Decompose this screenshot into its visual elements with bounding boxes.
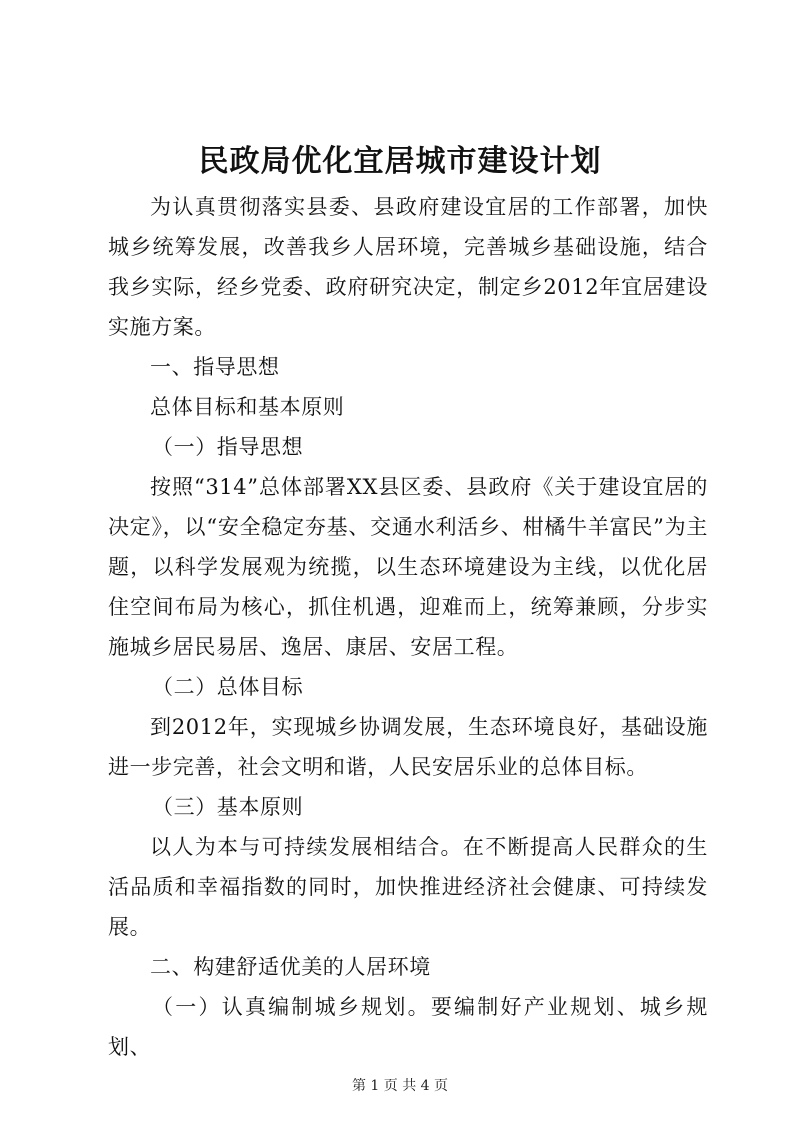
paragraph-overall-goal: 到2012年，实现城乡协调发展，生态环境良好，基础设施进一步完善，社会文明和谐，人民安居乐业的总体目标。 — [108, 715, 708, 779]
paragraph-basic-principles: 以人为本与可持续发展相结合。在不断提高人民群众的生活品质和幸福指数的同时，加快推进经济社会健康、可持续发展。 — [108, 835, 708, 939]
heading-goals-principles: 总体目标和基本原则 — [150, 395, 345, 419]
subheading-basic-principles: （三）基本原则 — [152, 795, 304, 819]
subheading-guiding-thought: （一）指导思想 — [152, 435, 304, 459]
paragraph-planning: （一）认真编制城乡规划。要编制好产业规划、城乡规划、 — [108, 995, 708, 1059]
page-number: 第 1 页 共 4 页 — [351, 1078, 449, 1094]
subheading-overall-goal: （二）总体目标 — [152, 675, 304, 699]
paragraph-intro: 为认真贯彻落实县委、县政府建设宜居的工作部署，加快城乡统筹发展，改善我乡人居环境，完善城乡基础设施，结合我乡实际，经乡党委、政府研究决定，制定乡2012年宜居建设实施方案。 — [108, 195, 708, 339]
heading-living-environment: 二、构建舒适优美的人居环境 — [150, 955, 431, 979]
document-title: 民政局优化宜居城市建设计划 — [198, 144, 602, 179]
heading-guiding-thought: 一、指导思想 — [150, 355, 280, 379]
document-body — [108, 187, 708, 1067]
paragraph-guiding-thought: 按照“314”总体部署XX县区委、县政府《关于建设宜居的决定》，以“安全稳定夯基、交通水利活乡、柑橘牛羊富民”为主题，以科学发展观为统揽，以生态环境建设为主线，以优化居住空间布局为核心，抓住机遇，迎难而上，统筹兼顾，分步实施城乡居民易居、逸居、康居、安居工程。 — [108, 475, 708, 659]
